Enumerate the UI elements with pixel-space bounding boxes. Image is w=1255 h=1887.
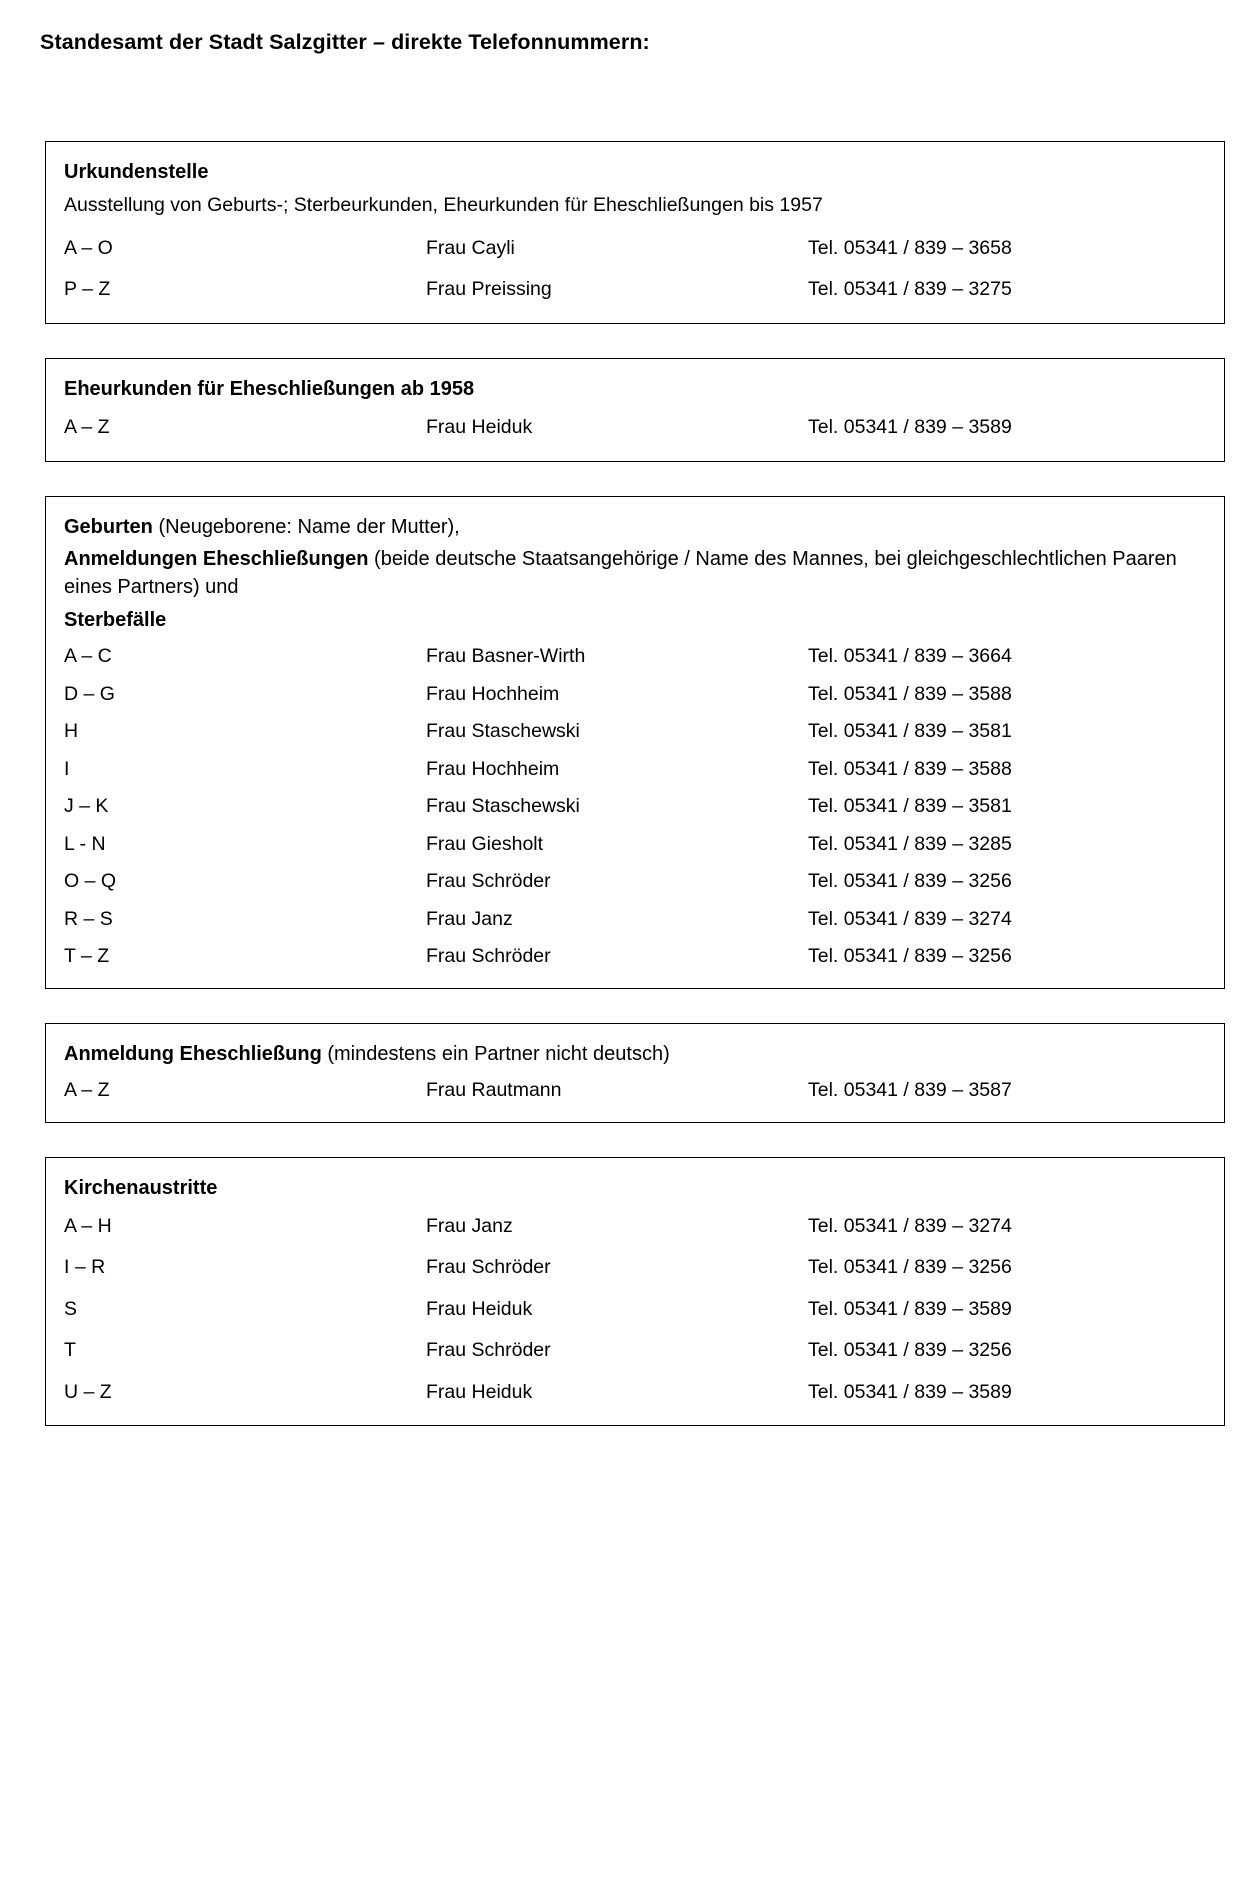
row-name: Frau Heiduk bbox=[426, 1297, 533, 1320]
row-name: Frau Schröder bbox=[426, 1256, 551, 1279]
row-range: T bbox=[64, 1339, 76, 1362]
section-geburten-anmeldungen-sterbefaelle bbox=[45, 496, 1225, 989]
row-name: Frau Schröder bbox=[426, 870, 551, 893]
row-phone: Tel. 05341 / 839 – 3275 bbox=[808, 278, 1012, 301]
row-phone: Tel. 05341 / 839 – 3588 bbox=[808, 757, 1012, 780]
row-range: A – O bbox=[64, 236, 113, 259]
row-range: A – Z bbox=[64, 1079, 110, 1102]
row-phone: Tel. 05341 / 839 – 3589 bbox=[808, 1380, 1012, 1403]
section-eheurkunden-ab-1958 bbox=[45, 358, 1225, 462]
row-name: Frau Cayli bbox=[426, 236, 515, 259]
row-phone: Tel. 05341 / 839 – 3256 bbox=[808, 1256, 1012, 1279]
table-row bbox=[46, 751, 1224, 789]
row-name: Frau Staschewski bbox=[426, 720, 580, 743]
row-phone: Tel. 05341 / 839 – 3658 bbox=[808, 236, 1012, 259]
row-name: Frau Schröder bbox=[426, 945, 551, 968]
table-row bbox=[46, 863, 1224, 901]
row-range: H bbox=[64, 720, 79, 743]
table-row bbox=[46, 713, 1224, 751]
section-heading-rest: (Neugeborene: Name der Mutter), bbox=[152, 515, 460, 538]
row-range: L - N bbox=[64, 832, 106, 855]
row-name: Frau Staschewski bbox=[426, 795, 580, 818]
row-phone: Tel. 05341 / 839 – 3588 bbox=[808, 682, 1012, 705]
row-range: I – R bbox=[64, 1256, 106, 1279]
row-range: P – Z bbox=[64, 278, 111, 301]
row-name: Frau Hochheim bbox=[426, 757, 560, 780]
section-heading-bold: Geburten bbox=[64, 515, 153, 538]
row-name: Frau Schröder bbox=[426, 1339, 551, 1362]
table-row bbox=[46, 269, 1224, 311]
table-row bbox=[46, 676, 1224, 714]
section-anmeldung-eheschliessung bbox=[45, 1023, 1225, 1123]
table-row bbox=[46, 1072, 1224, 1110]
section-heading-bold: Urkundenstelle bbox=[64, 161, 209, 183]
row-phone: Tel. 05341 / 839 – 3256 bbox=[808, 1339, 1012, 1362]
row-range: A – Z bbox=[64, 416, 110, 439]
section-heading bbox=[46, 373, 1224, 405]
table-row bbox=[46, 826, 1224, 864]
row-name: Frau Giesholt bbox=[426, 832, 544, 855]
table-row bbox=[46, 1289, 1224, 1331]
row-phone: Tel. 05341 / 839 – 3256 bbox=[808, 870, 1012, 893]
section-heading-bold: Anmeldung Eheschließung bbox=[64, 1042, 322, 1065]
row-range: T – Z bbox=[64, 945, 110, 968]
row-phone: Tel. 05341 / 839 – 3581 bbox=[808, 795, 1012, 818]
row-phone: Tel. 05341 / 839 – 3285 bbox=[808, 832, 1012, 855]
section-heading-bold: Sterbefälle bbox=[64, 608, 167, 631]
row-name: Frau Basner-Wirth bbox=[426, 645, 586, 668]
row-name: Frau Janz bbox=[426, 907, 513, 930]
row-range: A – H bbox=[64, 1214, 112, 1237]
row-range: U – Z bbox=[64, 1380, 112, 1403]
row-range: A – C bbox=[64, 645, 112, 668]
table-row bbox=[46, 1247, 1224, 1289]
row-name: Frau Preissing bbox=[426, 278, 552, 301]
row-name: Frau Heiduk bbox=[426, 416, 533, 439]
row-phone: Tel. 05341 / 839 – 3274 bbox=[808, 907, 1012, 930]
section-subtitle: Ausstellung von Geburts-; Sterbeurkunden, Eheurkunden für Eheschließungen bis 1957 bbox=[64, 194, 823, 217]
row-name: Frau Heiduk bbox=[426, 1380, 533, 1403]
section-heading-line-3 bbox=[46, 604, 1224, 636]
table-row bbox=[46, 788, 1224, 826]
table-row bbox=[46, 938, 1224, 976]
table-row bbox=[46, 1206, 1224, 1248]
row-range: D – G bbox=[64, 682, 115, 705]
section-heading bbox=[46, 1172, 1224, 1204]
contact-rows bbox=[46, 638, 1224, 976]
section-heading bbox=[46, 156, 1224, 188]
row-range: O – Q bbox=[64, 870, 117, 893]
section-heading-bold: Anmeldungen Eheschließungen bbox=[64, 547, 369, 570]
row-name: Frau Hochheim bbox=[426, 682, 560, 705]
row-phone: Tel. 05341 / 839 – 3256 bbox=[808, 945, 1012, 968]
section-heading-line-1 bbox=[46, 511, 1224, 543]
row-range: S bbox=[64, 1297, 78, 1320]
row-phone: Tel. 05341 / 839 – 3274 bbox=[808, 1214, 1012, 1237]
row-phone: Tel. 05341 / 839 – 3589 bbox=[808, 1297, 1012, 1320]
table-row bbox=[46, 407, 1224, 449]
contact-rows bbox=[46, 1206, 1224, 1414]
row-phone: Tel. 05341 / 839 – 3664 bbox=[808, 645, 1012, 668]
row-range: R – S bbox=[64, 907, 113, 930]
page-title: Standesamt der Stadt Salzgitter – direkte Telefonnummern: bbox=[40, 30, 650, 54]
section-heading-rest: (mindestens ein Partner nicht deutsch) bbox=[321, 1042, 670, 1065]
row-phone: Tel. 05341 / 839 – 3589 bbox=[808, 416, 1012, 439]
row-phone: Tel. 05341 / 839 – 3587 bbox=[808, 1079, 1012, 1102]
contact-rows bbox=[46, 228, 1224, 311]
row-range: J – K bbox=[64, 795, 109, 818]
section-kirchenaustritte bbox=[45, 1157, 1225, 1427]
table-row bbox=[46, 228, 1224, 270]
section-heading-bold: Kirchenaustritte bbox=[64, 1176, 218, 1199]
row-name: Frau Rautmann bbox=[426, 1079, 562, 1102]
table-row bbox=[46, 901, 1224, 939]
contact-rows bbox=[46, 407, 1224, 449]
section-urkundenstelle bbox=[45, 141, 1225, 324]
section-heading bbox=[46, 1038, 1224, 1070]
section-heading-bold: Eheurkunden für Eheschließungen ab 1958 bbox=[64, 377, 475, 400]
row-phone: Tel. 05341 / 839 – 3581 bbox=[808, 720, 1012, 743]
row-name: Frau Janz bbox=[426, 1214, 513, 1237]
section-heading-line-2 bbox=[46, 543, 1224, 604]
section-heading-rest: (beide deutsche Staatsangehörige / Name des Mannes, bei gleichgeschlechtlichen Paaren eines Partners) und bbox=[64, 547, 1177, 599]
table-row bbox=[46, 1372, 1224, 1414]
table-row bbox=[46, 638, 1224, 676]
row-range: I bbox=[64, 757, 70, 780]
contact-rows bbox=[46, 1072, 1224, 1110]
table-row bbox=[46, 1330, 1224, 1372]
